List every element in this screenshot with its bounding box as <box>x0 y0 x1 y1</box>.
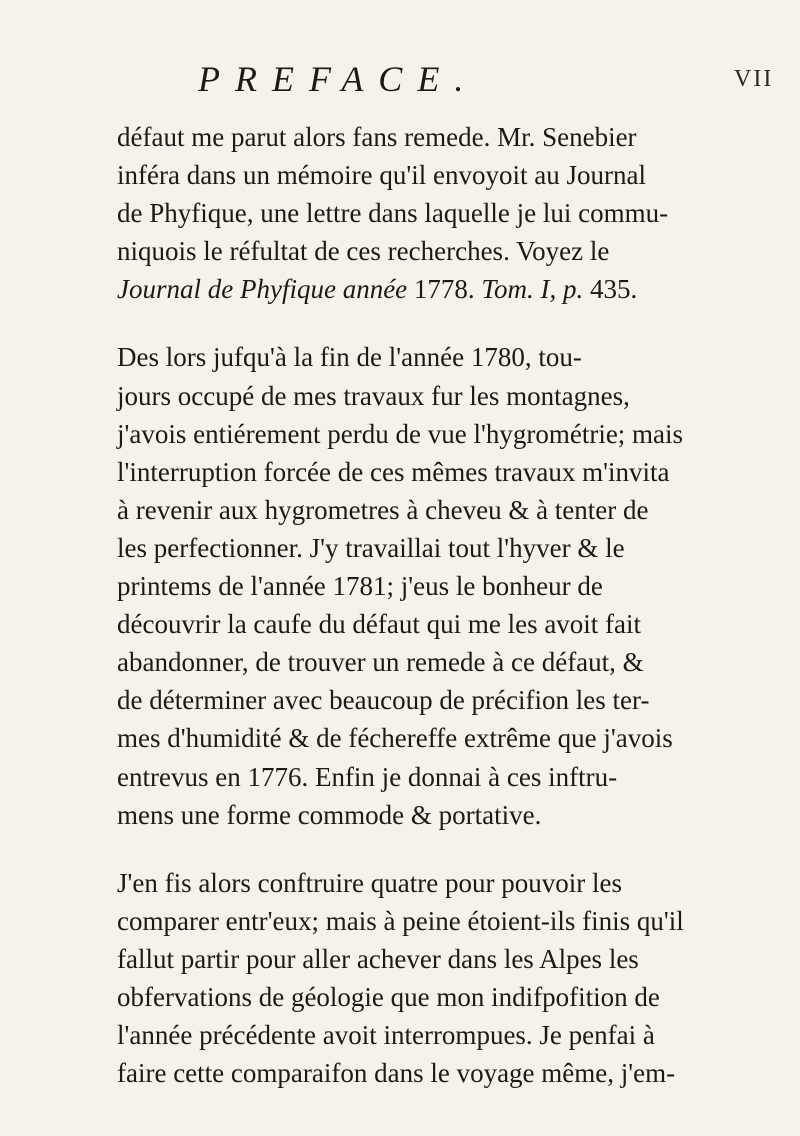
text-line: faire cette comparaifon dans le voyage même, j'em- <box>117 1058 676 1089</box>
text-line: abandonner, de trouver un remede à ce défaut, & <box>117 647 644 678</box>
text-line: mens une forme commode & portative. <box>117 799 542 830</box>
text-line: J'en fis alors conftruire quatre pour pouvoir les <box>117 867 622 898</box>
text-line: mes d'humidité & de féchereffe extrême que j'avois <box>117 723 673 754</box>
text-line <box>117 270 789 308</box>
paragraph <box>117 118 789 308</box>
running-title: PREFACE. <box>198 59 479 99</box>
text-line: l'interruption forcée de ces mêmes travaux m'invita <box>117 456 670 487</box>
text-line: printems de l'année 1781; j'eus le bonheur de <box>117 571 603 602</box>
text-line: inféra dans un mémoire qu'il envoyoit au Journal <box>117 160 646 191</box>
paragraph-gap <box>117 834 789 864</box>
text-line: de Phyfique, une lettre dans laquelle je lui commu- <box>117 198 669 229</box>
text-line: à revenir aux hygrometres à cheveu & à tenter de <box>117 494 649 525</box>
text-line: les perfectionner. J'y travaillai tout l'hyver & le <box>117 532 625 563</box>
text-line: comparer entr'eux; mais à peine étoient-ils finis qu'il <box>117 905 684 936</box>
text-line: Des lors jufqu'à la fin de l'année 1780, tou- <box>117 342 582 373</box>
text-line: fallut partir pour aller achever dans les Alpes les <box>117 943 639 974</box>
text-line: l'année précédente avoit interrompues. Je penfai à <box>117 1020 655 1051</box>
text-line: découvrir la caufe du défaut qui me les avoit fait <box>117 609 642 640</box>
paragraph <box>117 864 789 1093</box>
page-number: VII <box>734 66 774 92</box>
citation-number: 435. <box>589 274 638 305</box>
citation-number: 1778. <box>413 274 482 305</box>
paragraph-gap <box>117 308 789 338</box>
italic-citation: Journal de Phyfique année <box>117 274 414 305</box>
text-line: niquois le réfultat de ces recherches. Voyez le <box>117 236 610 267</box>
text-line: j'avois entiérement perdu de vue l'hygrométrie; mais <box>117 418 684 449</box>
text-line: jours occupé de mes travaux fur les montagnes, <box>117 380 630 411</box>
text-line: obfervations de géologie que mon indifpofition de <box>117 981 660 1012</box>
text-line: de déterminer avec beaucoup de précifion les ter- <box>117 685 650 716</box>
text-line: défaut me parut alors fans remede. Mr. Senebier <box>117 122 637 152</box>
running-header <box>0 58 800 108</box>
paragraph <box>117 338 789 833</box>
body-text <box>117 118 789 1092</box>
italic-citation: Tom. I, p. <box>481 274 590 305</box>
text-line: entrevus en 1776. Enfin je donnai à ces inftru- <box>117 761 618 792</box>
